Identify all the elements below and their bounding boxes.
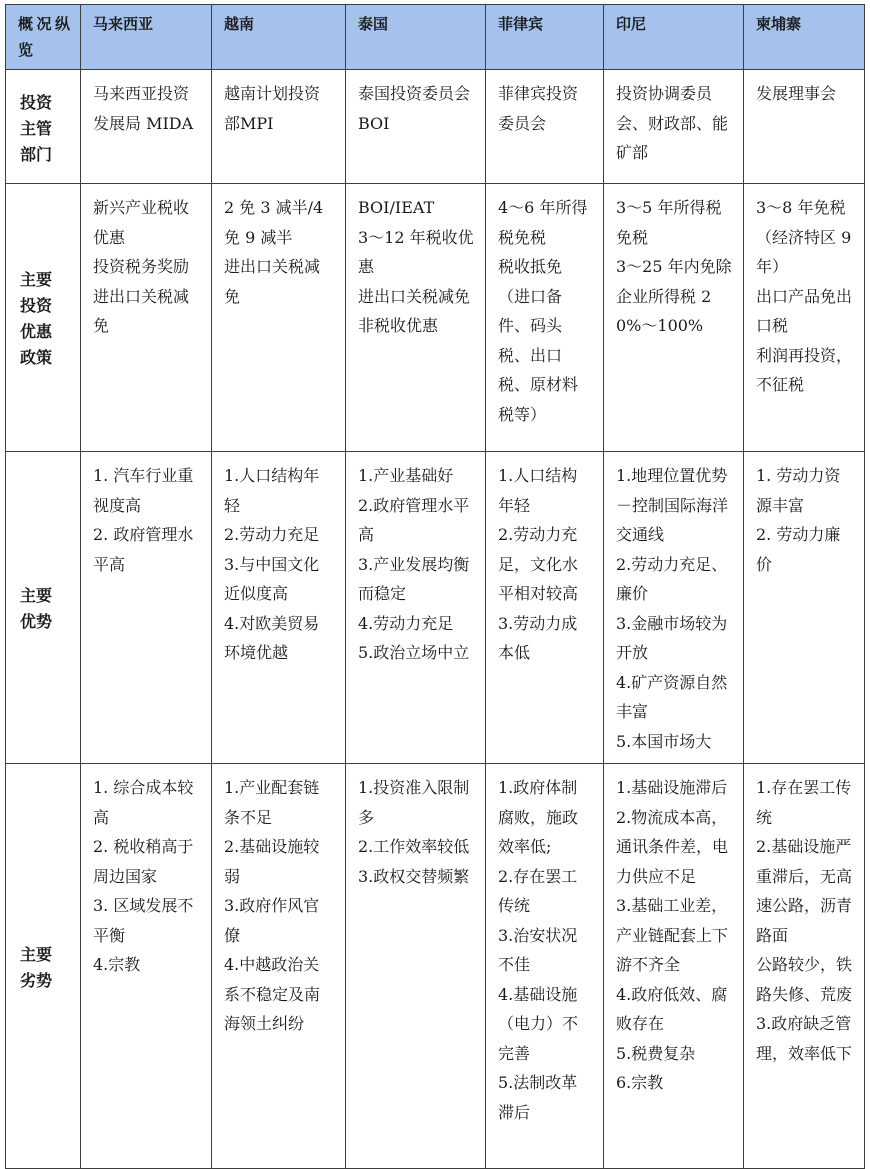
cell-line: 2.劳动力充足 [224, 525, 320, 544]
cell-dis-malaysia [81, 764, 212, 1169]
cell-dis-philippines [486, 764, 604, 1169]
cell-line: 1.人口结构年轻 [498, 466, 578, 515]
cell-line: 3.金融市场较为开放 [616, 613, 728, 662]
cell-line: 1.政府体制腐败，施政效率低; [498, 778, 579, 856]
cell-adv-cambodia [744, 452, 865, 764]
cell-line: 公路较少，铁路失修、荒废 [756, 955, 853, 1004]
cell-line: 越南计划投资部MPI [224, 84, 321, 133]
table-row-policy [6, 184, 865, 452]
country-header-indonesia: 印尼 [604, 5, 744, 70]
cell-line: 4.劳动力充足 [358, 613, 454, 633]
cell-line: 1. 汽车行业重视度高 [93, 466, 194, 515]
cell-line: 1.基础设施滞后 [616, 778, 728, 797]
cell-adv-indonesia [604, 452, 744, 764]
cell-line: 2 免 3 减半/4 免 9 减半 [224, 198, 324, 247]
cell-line: 4.矿产资源自然丰富 [616, 672, 728, 721]
cell-line: 2.基础设施较弱 [224, 837, 320, 886]
cell-line: 1. 综合成本较高 [93, 778, 194, 827]
header-row [6, 5, 865, 70]
cell-line: 非税收优惠 [358, 316, 439, 335]
cell-line: 4.基础设施（电力）不完善 [498, 984, 579, 1063]
row-header-dis: 主要劣势 [6, 764, 81, 1169]
cell-line: 4～6 年所得税免税 [498, 198, 588, 247]
cell-line: BOI/IEAT [358, 198, 435, 217]
cell-line: 3.基础工业差，产业链配套上下游不齐全 [616, 896, 729, 974]
cell-line: 5.政治立场中立 [358, 643, 470, 662]
cell-line: 1.产业配套链条不足 [224, 778, 320, 827]
cell-policy-thailand [346, 184, 486, 452]
cell-line: 菲律宾投资委员会 [498, 84, 579, 133]
cell-line: 3.劳动力成本低 [498, 613, 578, 662]
cell-line: 发展理事会 [756, 84, 837, 103]
cell-line: 2. 劳动力廉价 [756, 525, 841, 574]
country-header-vietnam: 越南 [212, 5, 346, 70]
corner-header: 概况纵览 [6, 5, 81, 70]
cell-line: 4.对欧美贸易环境优越 [224, 613, 320, 662]
cell-dept-indonesia [604, 70, 744, 184]
cell-dept-malaysia [81, 70, 212, 184]
cell-line: 5.税费复杂 [616, 1043, 696, 1063]
cell-line: 3～8 年免税（经济特区 9 年） [756, 198, 852, 276]
cell-line: 3.治安状况不佳 [498, 925, 578, 974]
cell-line: 马来西亚投资发展局 MIDA [93, 84, 194, 133]
cell-line: 1.人口结构年轻 [224, 466, 320, 515]
cell-dept-thailand [346, 70, 486, 184]
cell-line: 进出口关税减免 [93, 286, 190, 335]
cell-policy-philippines [486, 184, 604, 452]
cell-policy-malaysia [81, 184, 212, 452]
cell-line: 3～25 年内免除企业所得税 20%～100% [616, 257, 732, 335]
cell-line: 2. 政府管理水平高 [93, 525, 194, 574]
cell-line: 5.本国市场大 [616, 731, 712, 751]
cell-line: 利润再投资，不征税 [756, 345, 853, 394]
cell-line: 1.产业基础好 [358, 466, 454, 485]
cell-line: 2.存在罢工传统 [498, 866, 578, 915]
country-header-malaysia: 马来西亚 [81, 5, 212, 70]
cell-line: 2. 税收稍高于周边国家 [93, 837, 194, 886]
cell-line: 4.中越政治关系不稳定及南海领土纠纷 [224, 955, 321, 1033]
cell-line: 出口产品免出口税 [756, 286, 853, 335]
cell-line: 1.地理位置优势－控制国际海洋交通线 [616, 466, 729, 544]
cell-line: 3.与中国文化近似度高 [224, 554, 320, 603]
cell-line: 泰国投资委员会 BOI [358, 84, 471, 133]
table-row-dis [6, 764, 865, 1169]
cell-adv-philippines [486, 452, 604, 764]
cell-line: 投资税务奖励 [93, 257, 190, 276]
cell-line: 进出口关税减免 [224, 257, 321, 306]
cell-policy-cambodia [744, 184, 865, 452]
cell-line: 3. 区域发展不平衡 [93, 896, 194, 945]
row-header-adv: 主要优势 [6, 452, 81, 764]
cell-line: 2.基础设施严重滞后，无高速公路，沥青路面 [756, 837, 853, 945]
cell-line: 2.工作效率较低 [358, 837, 470, 856]
cell-dis-indonesia [604, 764, 744, 1169]
cell-adv-thailand [346, 452, 486, 764]
cell-dept-vietnam [212, 70, 346, 184]
cell-policy-vietnam [212, 184, 346, 452]
country-header-philippines: 菲律宾 [486, 5, 604, 70]
country-header-cambodia: 柬埔寨 [744, 5, 865, 70]
cell-dept-philippines [486, 70, 604, 184]
cell-dis-thailand [346, 764, 486, 1169]
cell-dept-cambodia [744, 70, 865, 184]
table-row-adv [6, 452, 865, 764]
cell-dis-cambodia [744, 764, 865, 1169]
cell-line: 4.政府低效、腐败存在 [616, 984, 728, 1033]
cell-line: 3～5 年所得税免税 [616, 198, 722, 247]
cell-line: 2.物流成本高，通讯条件差，电力供应不足 [616, 807, 729, 886]
cell-line: 税收抵免（进口备件、码头税、出口税、原材料税等） [498, 257, 579, 424]
cell-dis-vietnam [212, 764, 346, 1169]
cell-line: 1.存在罢工传统 [756, 778, 852, 827]
cell-adv-vietnam [212, 452, 346, 764]
cell-line: 5.法制改革滞后 [498, 1073, 578, 1122]
cell-line: 6.宗教 [616, 1073, 664, 1092]
cell-line: 1. 劳动力资源丰富 [756, 466, 841, 515]
cell-policy-indonesia [604, 184, 744, 452]
cell-line: 2.劳动力充足、廉价 [616, 554, 728, 603]
row-header-policy: 主要投资优惠政策 [6, 184, 81, 452]
cell-line: 3.政权交替频繁 [358, 866, 470, 886]
cell-line: 2.政府管理水平高 [358, 495, 470, 544]
investment-comparison-table [5, 4, 865, 1169]
table-body [6, 70, 865, 1169]
cell-line: 2.劳动力充足，文化水平相对较高 [498, 525, 579, 603]
cell-line: 进出口关税减免 [358, 286, 471, 306]
table-row-dept [6, 70, 865, 184]
cell-line: 3.政府作风官僚 [224, 896, 320, 945]
cell-line: 投资协调委员会、财政部、能矿部 [616, 84, 729, 162]
cell-line: 4.宗教 [93, 955, 141, 974]
cell-line: 1.投资准入限制多 [358, 778, 470, 827]
cell-line: 3.政府缺乏管理，效率低下 [756, 1014, 853, 1063]
cell-line: 3～12 年税收优惠 [358, 227, 474, 276]
cell-adv-malaysia [81, 452, 212, 764]
row-header-dept: 投资主管部门 [6, 70, 81, 184]
country-header-thailand: 泰国 [346, 5, 486, 70]
cell-line: 新兴产业税收优惠 [93, 198, 190, 247]
cell-line: 3.产业发展均衡而稳定 [358, 554, 470, 603]
